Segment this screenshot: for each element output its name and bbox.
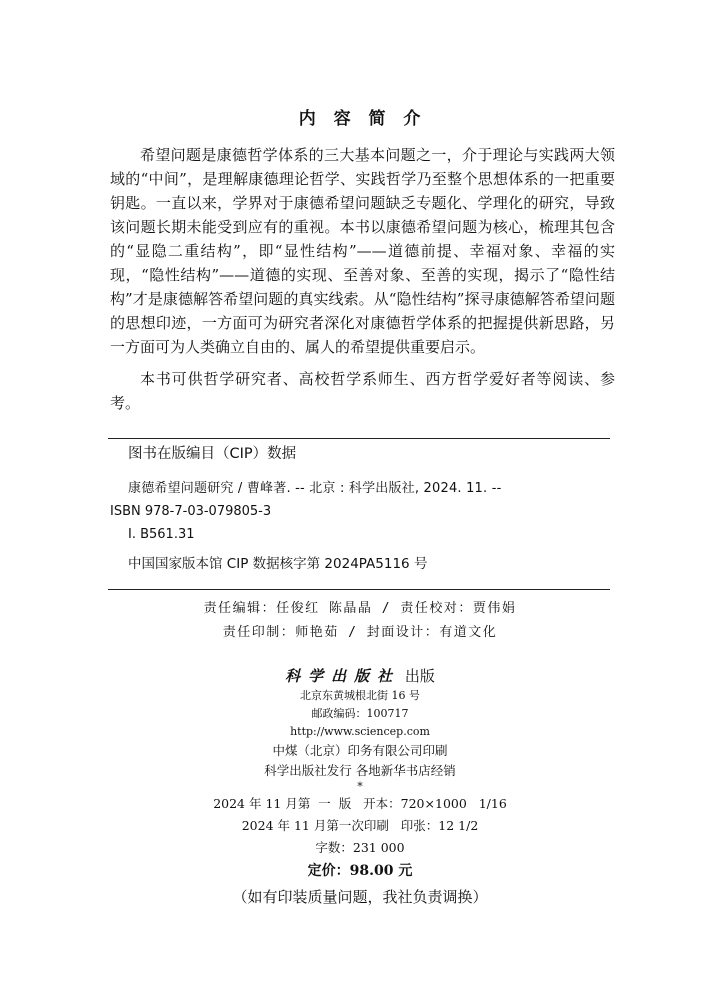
- cip-number: 中国国家版本馆 CIP 数据核字第 2024PA5116 号: [128, 556, 428, 572]
- price-line: 定价：98.00 元: [307, 863, 413, 879]
- intro-paragraph: 希望问题是康德哲学体系的三大基本问题之一，介于理论与实践两大领域的“中间”，是理解康德理论哲学、实践哲学乃至整个思想体系的一把重要钥匙。一直以来，学界对于康德希望问题缺乏专题化、学理化的研究，导致该问题长期未能受到应有的重视。本书以康德希望问题为核心，梳理其包含的“显隐二重结构”，即“显性结构”——道德前提、幸福对象、幸福的实现，“隐性结构”——道德的实现、至善对象、至善的实现，揭示了“隐性结构”才是康德解答希望问题的真实线索。从“隐性结构”探寻康德解答希望问题的思想印迹，一方面可为研究者深化对康德哲学体系的把握提供新思路，另一方面可为人类确立自由的、属人的希望提供重要启示。: [110, 146, 615, 356]
- distribution-line: 科学出版社发行 各地新华书店经销: [264, 763, 456, 778]
- intro-title: 内容简介: [298, 109, 439, 129]
- cip-bottom-rule: [108, 589, 610, 590]
- cip-isbn: ISBN 978-7-03-079805-3: [110, 504, 272, 519]
- imprint-block: [0, 665, 720, 911]
- cip-record-line: 康德希望问题研究 / 曹峰著. -- 北京 : 科学出版社, 2024. 11. --: [128, 481, 502, 496]
- separator-asterisk: *: [357, 780, 363, 793]
- word-count-line: 字数：231 000: [315, 840, 405, 855]
- printer-line: 中煤（北京）印务有限公司印刷: [272, 743, 448, 758]
- intro-body: [110, 143, 615, 415]
- publisher-address: 北京东黄城根北街 16 号: [300, 689, 420, 702]
- staff-line-editors: 责任编辑：任俊红 陈晶晶 / 责任校对：贾伟娟: [203, 601, 517, 616]
- cip-heading: 图书在版编目（CIP）数据: [128, 446, 297, 462]
- publisher-name: 科学出版社: [285, 667, 401, 685]
- publisher-postcode: 邮政编码：100717: [311, 707, 409, 720]
- edition-line: 2024 年 11 月第 一 版 开本：720×1000 1/16: [213, 796, 507, 811]
- cip-block: [110, 438, 613, 572]
- publisher-line: [0, 665, 720, 687]
- publisher-suffix: 出版: [404, 667, 435, 685]
- cip-classification: Ⅰ. B561.31: [128, 527, 195, 542]
- printing-line: 2024 年 11 月第一次印刷 印张：12 1/2: [241, 818, 479, 833]
- publisher-url: http://www.sciencep.com: [290, 725, 430, 738]
- staff-line-production: 责任印制：师艳茹 / 封面设计：有道文化: [222, 625, 498, 640]
- intro-paragraph: 本书可供哲学研究者、高校哲学系师生、西方哲学爱好者等阅读、参考。: [110, 370, 615, 412]
- quality-notice: （如有印装质量问题，我社负责调换）: [232, 888, 488, 906]
